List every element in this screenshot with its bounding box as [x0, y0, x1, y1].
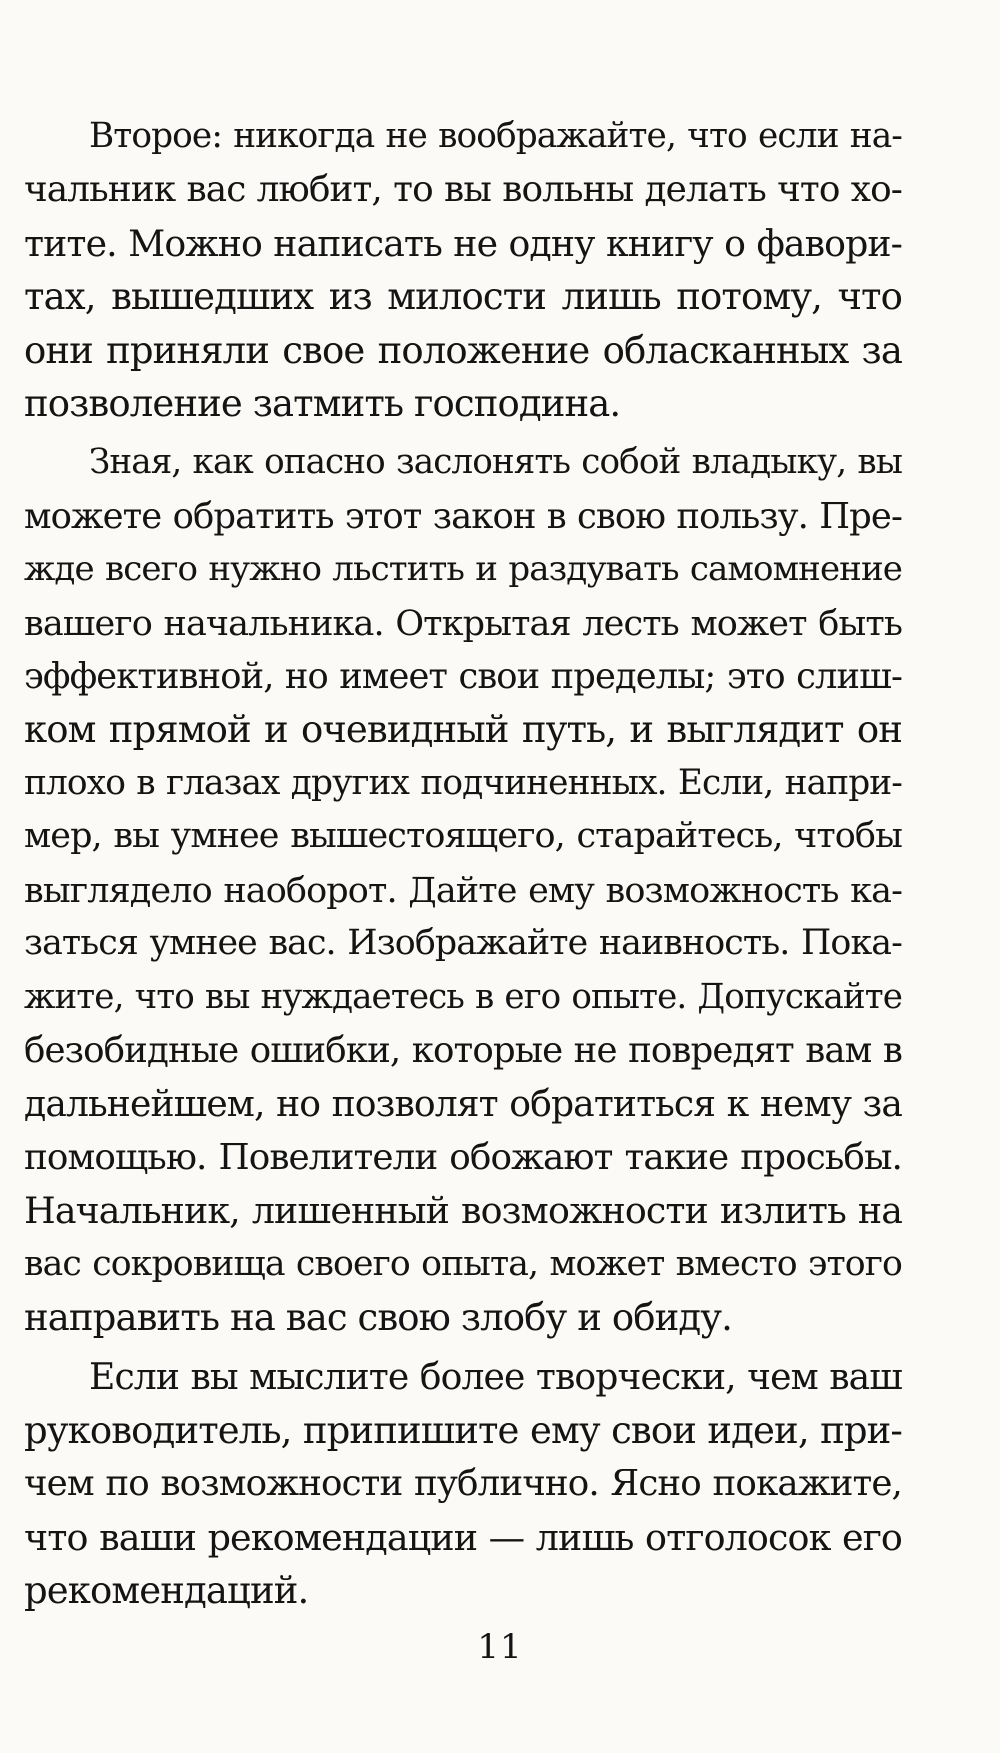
page-number: 11 [477, 1627, 523, 1667]
text-line: вас сокровища своего опыта, может вместо этого [24, 1243, 902, 1284]
body-text [24, 110, 902, 1623]
paragraph-2 [24, 436, 902, 1344]
text-line: вашего начальника. Открытая лесть может быть [24, 602, 902, 644]
text-line: жите, что вы нуждаетесь в его опыте. Допускайте [24, 976, 902, 1017]
text-line: плохо в глазах других подчиненных. Если, напри- [24, 762, 902, 803]
text-line: они приняли свое положение обласканных за [24, 328, 902, 372]
text-line: тите. Можно написать не одну книгу о фавори- [24, 221, 902, 265]
text-line: рекомендаций. [24, 1568, 309, 1612]
text-line: что ваши рекомендации — лишь отголосок его [24, 1515, 902, 1559]
text-line: Зная, как опасно заслонять собой владыку, вы [89, 442, 902, 483]
text-line: мер, вы умнее вышестоящего, старайтесь, чтобы [24, 816, 902, 857]
text-line: Начальник, лишенный возможности излить на [24, 1189, 902, 1233]
text-line: Если вы мыслите более творчески, чем ваш [89, 1355, 902, 1399]
text-line: чальник вас любит, то вы вольны делать что хо- [24, 169, 902, 211]
text-line: жде всего нужно льстить и раздувать самомнение [24, 549, 902, 590]
text-line: можете обратить этот закон в свою пользу. Пре- [24, 495, 902, 537]
text-line: руководитель, припишите ему свои идеи, при- [24, 1408, 902, 1452]
text-line: эффективной, но имеет свои пределы; это слиш- [24, 656, 902, 698]
text-line: заться умнее вас. Изображайте наивность. Пока- [24, 923, 902, 964]
text-line: направить на вас свою злобу и обиду. [24, 1295, 732, 1339]
paragraph-1 [24, 110, 902, 430]
text-line: помощью. Повелители обожают такие просьбы. [24, 1136, 902, 1178]
text-line: выглядело наоборот. Дайте ему возможность ка- [24, 869, 902, 911]
text-line: дальнейшем, но позволят обратиться к нему за [24, 1082, 902, 1126]
text-line: Второе: никогда не воображайте, что если на- [89, 116, 902, 156]
paragraph-3 [24, 1350, 902, 1617]
text-line: позволение затмить господина. [24, 382, 621, 426]
text-line: чем по возможности публично. Ясно покажите, [24, 1463, 902, 1505]
text-line: тах, вышедших из милости лишь потому, что [24, 275, 902, 319]
text-line: безобидные ошибки, которые не повредят вам в [24, 1029, 902, 1071]
text-line: ком прямой и очевидный путь, и выглядит он [24, 708, 902, 752]
